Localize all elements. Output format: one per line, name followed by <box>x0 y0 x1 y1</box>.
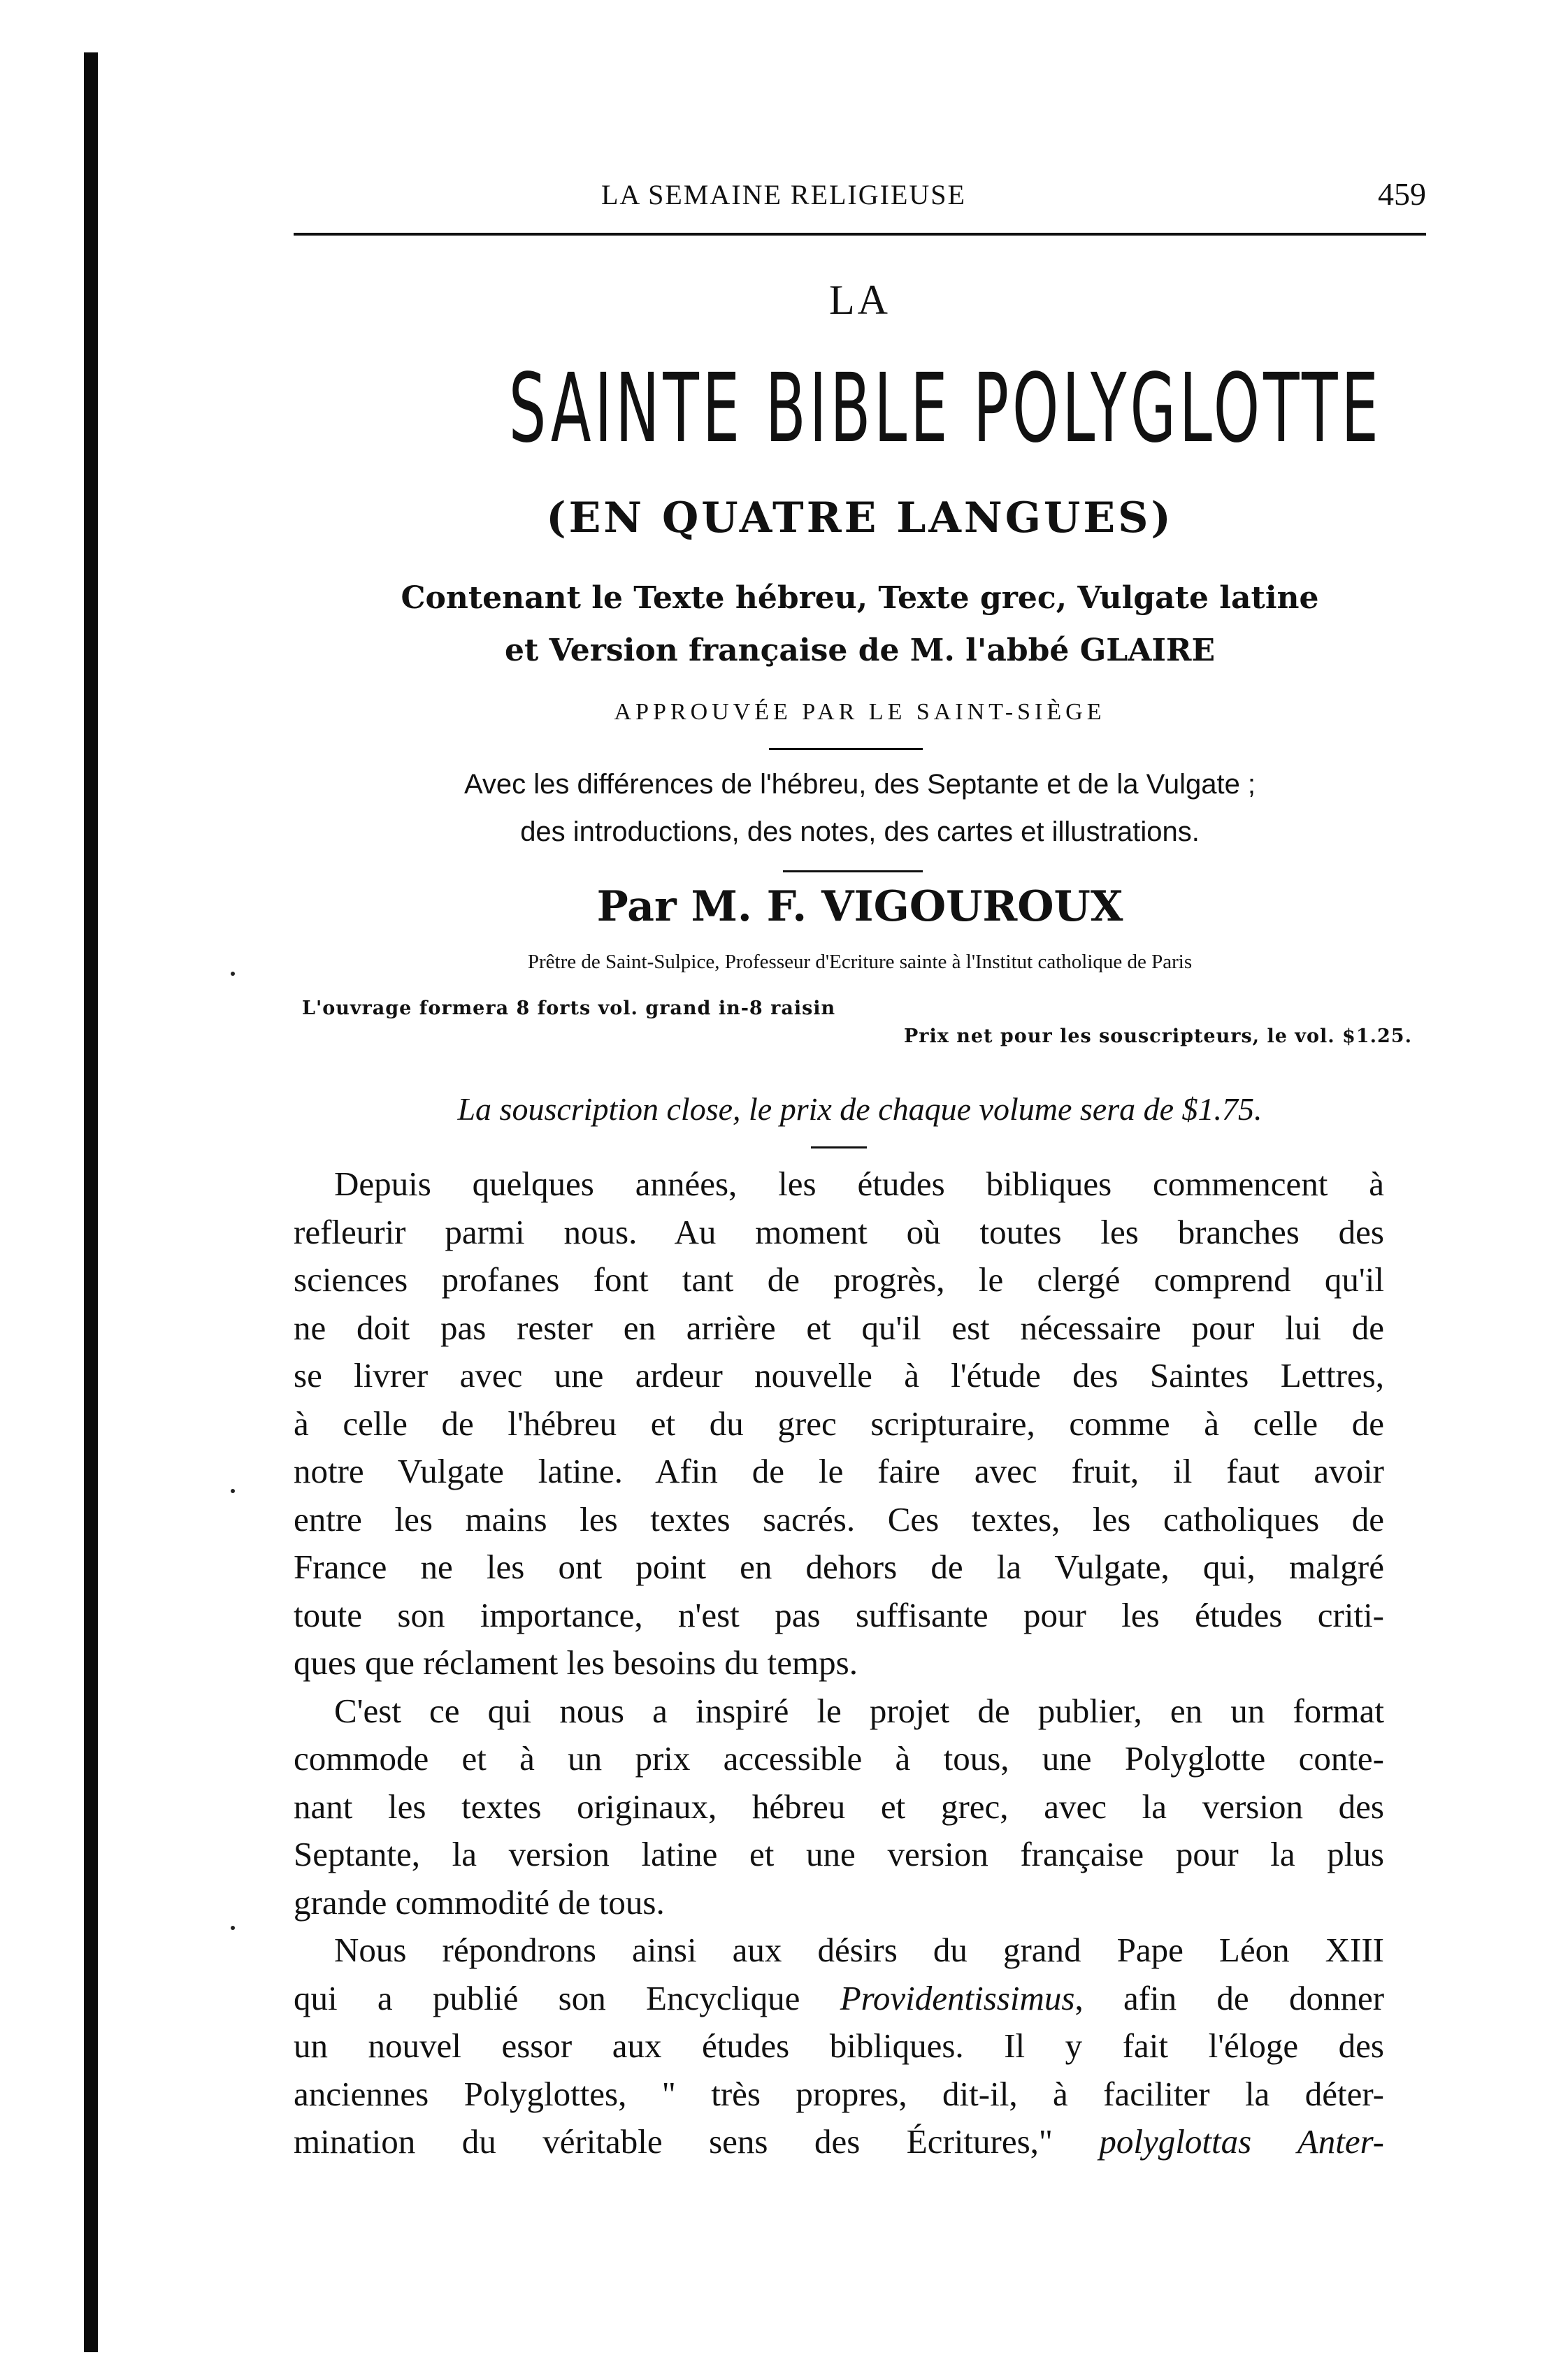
text-line: Depuis quelques années, les études bibliques commencent à <box>334 1165 1384 1203</box>
text-line: anciennes Polyglottes, " très propres, dit-il, à faciliter la déter- <box>294 2074 1384 2113</box>
paragraph-2 <box>294 1687 1384 1927</box>
description-line-1: Avec les différences de l'hébreu, des Septante et de la Vulgate ; <box>463 769 1256 800</box>
latin-quote: polyglottas Anter- <box>1099 2122 1384 2161</box>
encyclical-title: Providentissimus <box>840 1978 1075 2017</box>
subtitle: (EN QUATRE LANGUES) <box>546 494 1174 542</box>
text-line: entre les mains les textes sacrés. Ces textes, les catholiques de <box>294 1499 1384 1539</box>
main-title: SAINTE BIBLE POLYGLOTTE <box>508 354 1382 464</box>
subscription-note: La souscription close, le prix de chaque volume sera de $1.75. <box>457 1091 1263 1127</box>
paragraph-3 <box>294 1927 1384 2166</box>
scan-speck <box>231 1489 235 1493</box>
text-line: un nouvel essor aux études bibliques. Il y fait l'éloge des <box>294 2026 1384 2065</box>
author-affiliation: Prêtre de Saint-Sulpice, Professeur d'Ecriture sainte à l'Institut catholique de Paris <box>527 951 1193 973</box>
running-head <box>294 178 1426 220</box>
text-line: C'est ce qui nous a inspiré le projet de publier, en un format <box>334 1691 1384 1730</box>
text-line: ques que réclament les besoins du temps. <box>294 1643 858 1682</box>
section-rule <box>769 748 923 750</box>
section-rule <box>783 870 923 872</box>
title-article: LA <box>829 277 891 323</box>
running-title: LA SEMAINE RELIGIEUSE <box>601 179 966 210</box>
paragraph-1 <box>294 1160 1384 1687</box>
text-line: notre Vulgate latine. Afin de le faire avec fruit, il faut avoir <box>294 1452 1384 1490</box>
text-run: mination du véritable sens des Écritures," <box>294 2122 1100 2161</box>
scan-edge-bar <box>84 52 98 2352</box>
text-line: France ne les ont point en dehors de la Vulgate, qui, malgré <box>294 1548 1384 1586</box>
body-text <box>294 1160 1384 2166</box>
approval-line: APPROUVÉE PAR LE SAINT-SIÈGE <box>614 699 1106 725</box>
text-run: qui a publié son Encyclique <box>294 1978 840 2017</box>
text-line: à celle de l'hébreu et du grec scripturaire, comme à celle de <box>294 1404 1384 1443</box>
section-rule <box>811 1146 867 1148</box>
text-run: , afin de donner <box>1074 1978 1385 2017</box>
author-line: Par M. F. VIGOUROUX <box>596 882 1123 931</box>
scan-speck <box>231 972 235 976</box>
text-line: grande commodité de tous. <box>294 1882 665 1922</box>
header-rule <box>294 233 1426 236</box>
contents-line-2: et Version française de M. l'abbé GLAIRE <box>504 633 1216 668</box>
text-line: se livrer avec une ardeur nouvelle à l'étude des Saintes Lettres, <box>294 1356 1384 1395</box>
text-line: sciences profanes font tant de progrès, le clergé comprend qu'il <box>294 1260 1384 1299</box>
contents-line-1: Contenant le Texte hébreu, Texte grec, Vulgate latine <box>401 580 1319 616</box>
text-line: toute son importance, n'est pas suffisante pour les études criti- <box>294 1595 1384 1634</box>
page-number: 459 <box>1378 176 1426 212</box>
scan-speck <box>231 1926 235 1930</box>
text-line <box>294 1975 1384 2023</box>
text-line <box>294 2118 1384 2166</box>
volumes-note: L'ouvrage formera 8 forts vol. grand in-8 raisin <box>302 998 836 1019</box>
text-line: Septante, la version latine et une version française pour la plus <box>294 1835 1384 1873</box>
price-note: Prix net pour les souscripteurs, le vol. $1.25. <box>903 1025 1412 1047</box>
text-line: refleurir parmi nous. Au moment où toutes les branches des <box>294 1212 1384 1251</box>
description-line-2: des introductions, des notes, des cartes et illustrations. <box>520 816 1200 847</box>
text-line: Nous répondrons ainsi aux désirs du grand Pape Léon XIII <box>334 1931 1384 1969</box>
text-line: commode et à un prix accessible à tous, une Polyglotte conte- <box>294 1739 1384 1778</box>
text-line: ne doit pas rester en arrière et qu'il est nécessaire pour lui de <box>294 1308 1384 1347</box>
text-line: nant les textes originaux, hébreu et grec, avec la version des <box>294 1787 1384 1826</box>
